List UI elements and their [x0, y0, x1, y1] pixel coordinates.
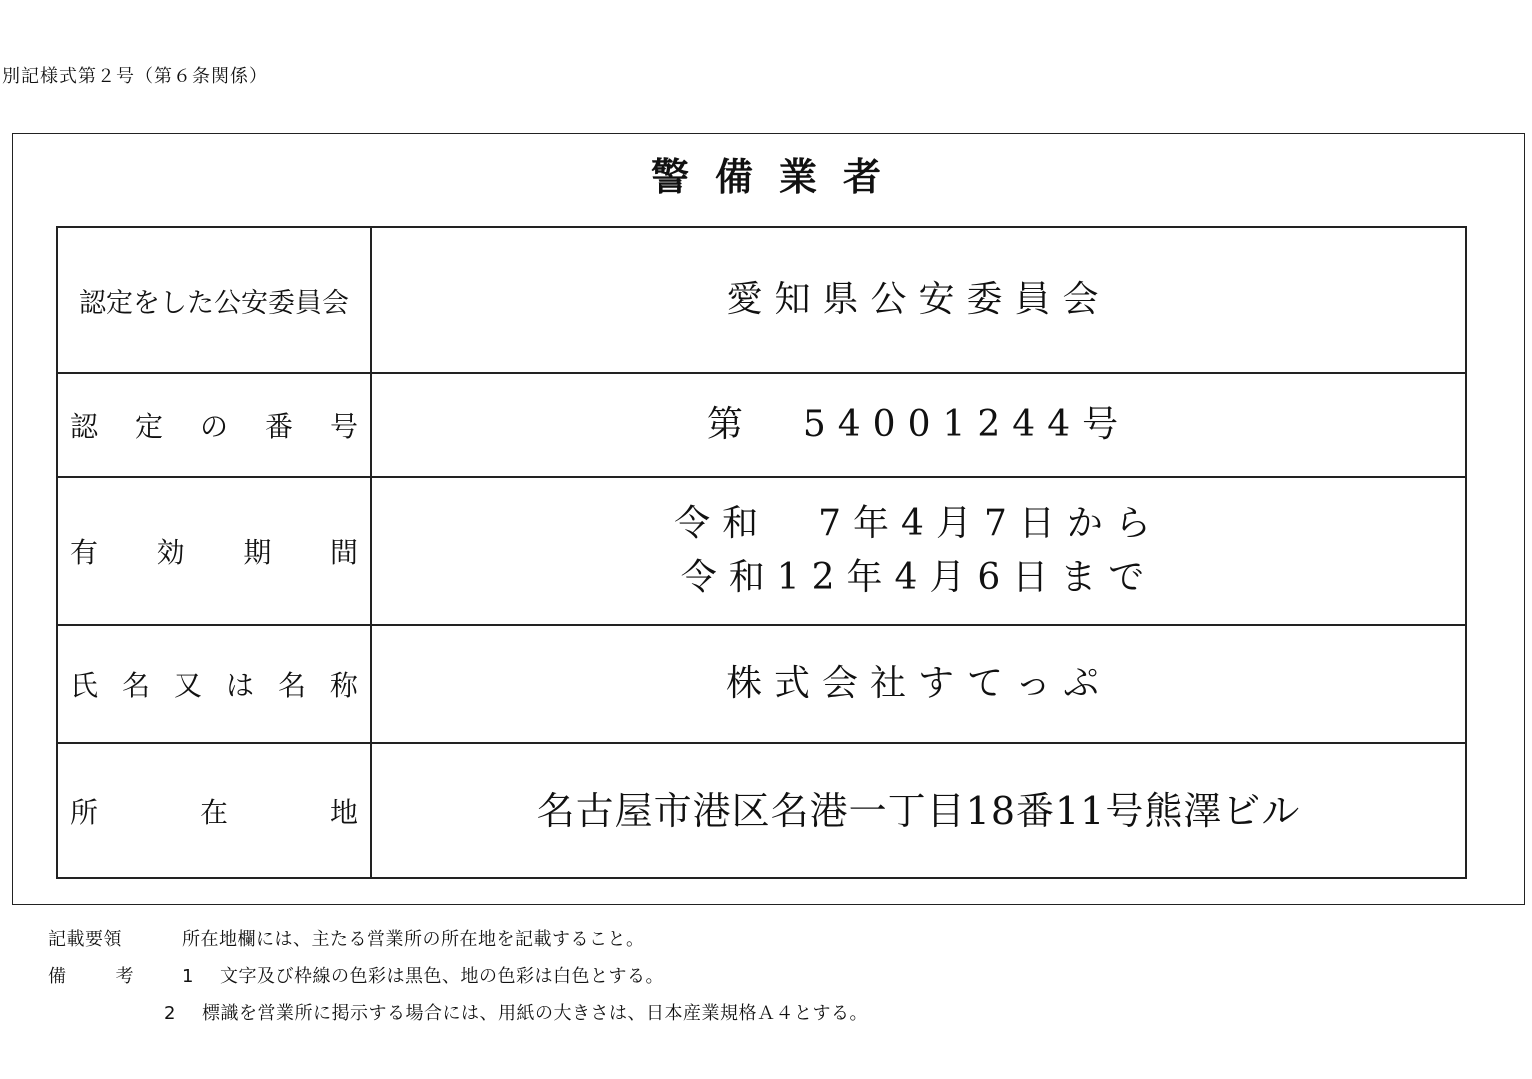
- value-address: 名古屋市港区名港一丁目18番11号熊澤ビル: [536, 788, 1301, 833]
- table-row-commission: [57, 227, 1466, 373]
- value-cell: [371, 227, 1466, 373]
- label-char: 期: [243, 536, 272, 569]
- label-char: 在: [199, 795, 228, 829]
- sign-table: [56, 226, 1467, 879]
- remark-number: 1: [182, 966, 194, 987]
- label-char: 氏: [70, 669, 99, 702]
- label-char: 番: [264, 410, 293, 443]
- label-char: 考: [115, 966, 134, 987]
- label-char: 名: [277, 669, 306, 702]
- label-char: 有: [70, 536, 99, 569]
- table-row-name: [57, 625, 1466, 743]
- label-cell: [57, 373, 371, 477]
- value-company-name: 株式会社すてっぷ: [725, 663, 1112, 704]
- table-row-address: [57, 743, 1466, 878]
- label-char: 定: [134, 410, 163, 443]
- label-char: 又: [173, 669, 202, 702]
- label-char: 号: [329, 410, 358, 443]
- label-char: 間: [329, 536, 358, 569]
- label-char: 所: [70, 795, 99, 829]
- label-cell: [57, 625, 371, 743]
- sign-title: 警備業者: [650, 155, 907, 199]
- value-validity-from: 令和 7年4月7日から: [674, 503, 1163, 544]
- value-cell: [371, 373, 1466, 477]
- label-char: 備: [48, 966, 67, 987]
- label-name: [58, 664, 370, 704]
- label-char: 地: [329, 795, 358, 829]
- guideline-text: 所在地欄には、主たる営業所の所在地を記載すること。: [182, 929, 645, 950]
- label-char: 認: [70, 410, 99, 443]
- label-char: は: [225, 669, 254, 702]
- label-char: 名: [121, 669, 150, 702]
- remark-number: 2: [164, 1003, 176, 1024]
- remark-text: 標識を営業所に掲示する場合には、用紙の大きさは、日本産業規格Ａ４とする。: [202, 1003, 868, 1024]
- remarks-heading: [48, 958, 134, 995]
- table-row-cert-number: [57, 373, 1466, 477]
- label-cert-number: [58, 405, 370, 445]
- value-cell: [371, 625, 1466, 743]
- label-cell: [57, 743, 371, 878]
- label-address: [58, 791, 370, 831]
- remark-text: 文字及び枠線の色彩は黒色、地の色彩は白色とする。: [220, 966, 664, 987]
- label-cell: [57, 227, 371, 373]
- value-commission: 愛知県公安委員会: [726, 279, 1111, 320]
- value-cell: [371, 743, 1466, 878]
- guideline-row: [48, 921, 868, 958]
- label-char: 効: [156, 536, 185, 569]
- value-cert-number: 第 54001244号: [706, 404, 1131, 445]
- notes-section: [48, 921, 868, 1032]
- form-number-label: 別記様式第２号（第６条関係）: [2, 66, 268, 87]
- guideline-heading: 記載要領: [48, 929, 122, 950]
- remark-row: [48, 995, 868, 1032]
- label-char: の: [199, 410, 228, 443]
- remark-row: [48, 958, 868, 995]
- label-commission: 認定をした公安委員会: [79, 287, 349, 319]
- label-validity: [58, 531, 370, 571]
- label-cell: [57, 477, 371, 625]
- value-validity-to: 令和12年4月6日まで: [680, 557, 1157, 598]
- table-row-validity: [57, 477, 1466, 625]
- value-cell: [371, 477, 1466, 625]
- label-char: 称: [329, 669, 358, 702]
